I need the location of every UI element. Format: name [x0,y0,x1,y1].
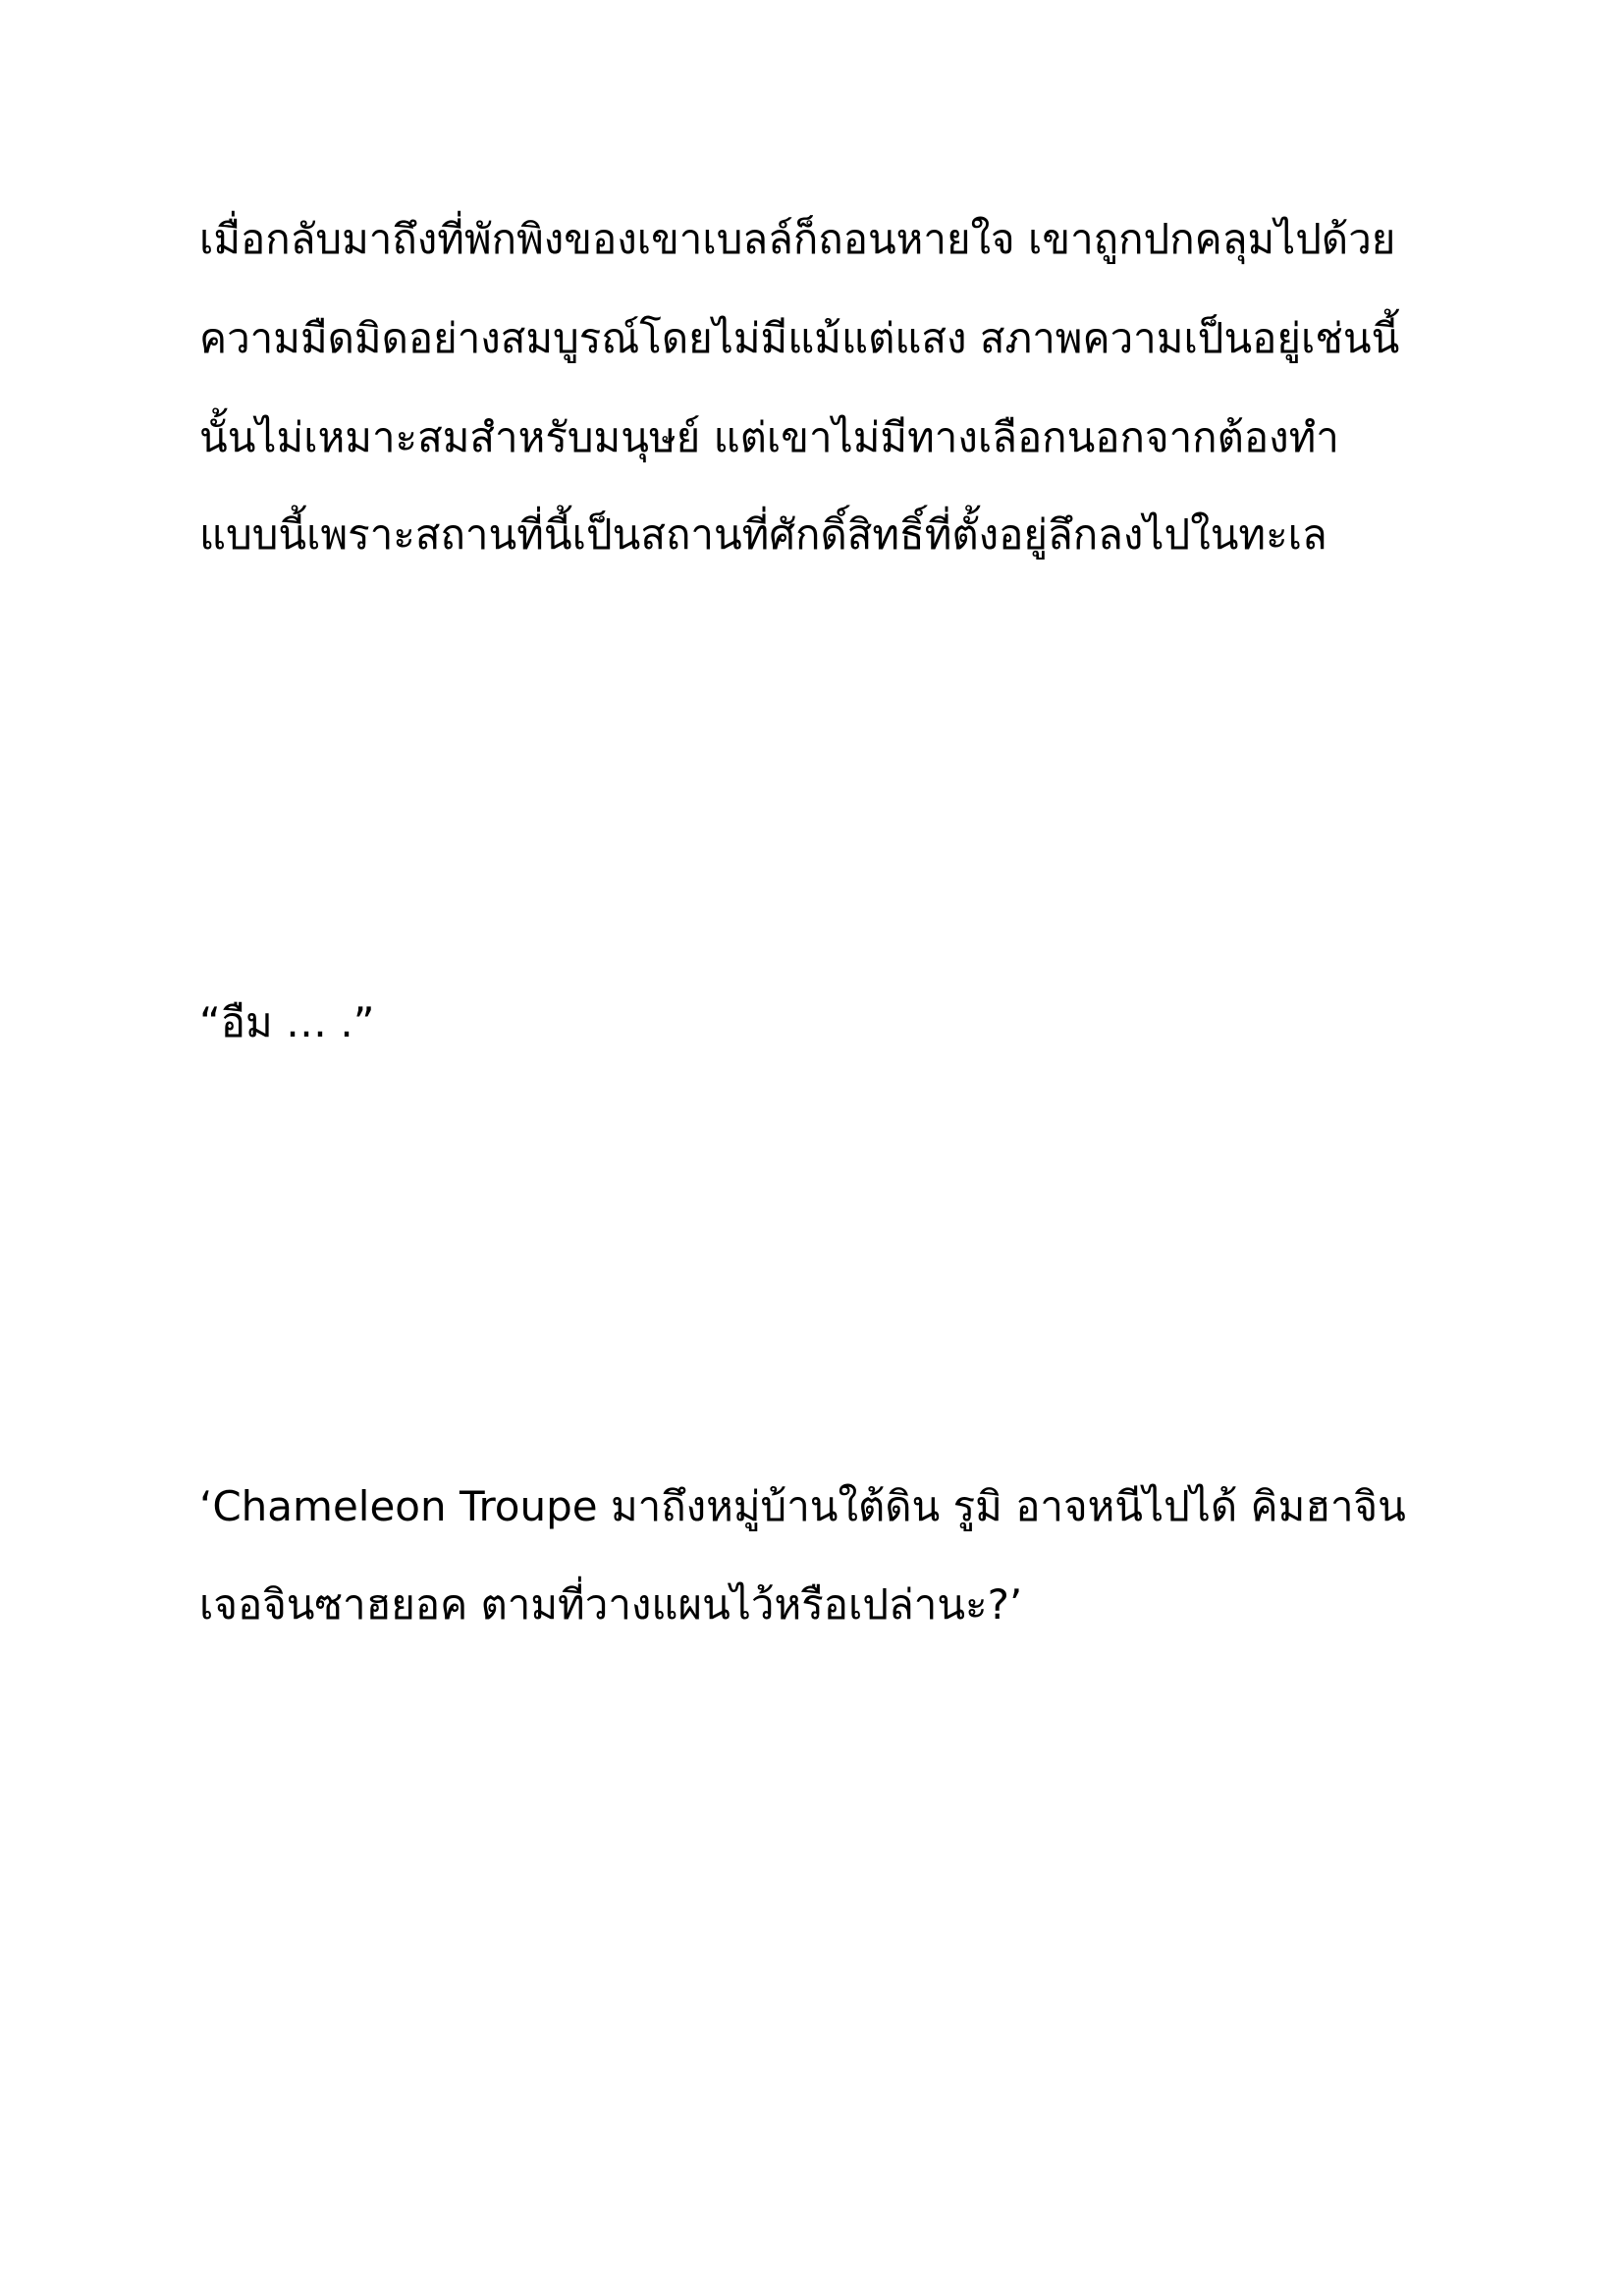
dialogue-line: “อืม … .” [199,998,375,1046]
text-line: เมื่อกลับมาถึงที่พักพิงของเขาเบลล์ก็ถอนหายใจ เขาถูกปกคลุมไปด้วย [199,215,1396,263]
text-line: แบบนี้เพราะสถานที่นี้เป็นสถานที่ศักดิ์สิทธิ์ที่ตั้งอยู่ลึกลงไปในทะเล [199,510,1327,559]
text-line: ความมืดมิดอย่างสมบูรณ์โดยไม่มีแม้แต่แสง สภาพความเป็นอยู่เช่นนี้ [199,314,1400,362]
text-line: เจอจินซาฮยอค ตามที่วางแผนไว้หรือเปล่านะ?’ [199,1580,1023,1629]
text-line: นั้นไม่เหมาะสมสำหรับมนุษย์ แต่เขาไม่มีทางเลือกนอกจากต้องทำ [199,413,1339,461]
text-line: ‘Chameleon Troupe มาถึงหมู่บ้านใต้ดิน รูมิ อาจหนีไปได้ คิมฮาจิน [199,1482,1406,1530]
